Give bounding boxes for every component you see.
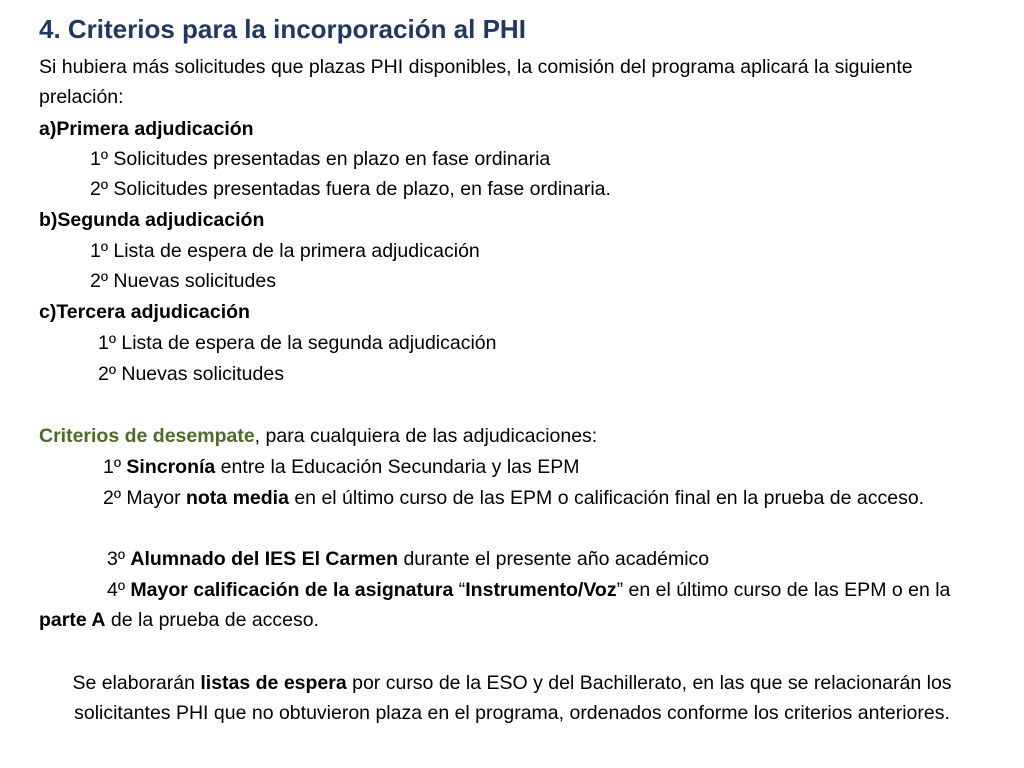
- criterion-4-bold-1: Mayor calificación de la asignatura: [130, 579, 454, 601]
- criterion-4-bold-3: parte A: [39, 609, 106, 631]
- section-c-item-1: 1º Lista de espera de la segunda adjudicación: [98, 332, 497, 354]
- criterion-3-prefix: 3º: [107, 548, 131, 570]
- criterion-3-bold: Alumnado del IES El Carmen: [130, 548, 399, 570]
- section-c-heading: c)Tercera adjudicación: [39, 301, 250, 323]
- criterion-4-text-mid: ” en el último curso de las EPM o en la: [616, 579, 951, 601]
- tiebreak-heading: Criterios de desempate: [39, 425, 255, 447]
- section-b-item-2: 2º Nuevas solicitudes: [90, 270, 276, 292]
- page-title: 4. Criterios para la incorporación al PHI: [39, 14, 526, 44]
- criterion-4-bold-2: Instrumento/Voz: [465, 579, 617, 601]
- criterion-4-prefix: 4º: [107, 579, 131, 601]
- section-a-item-2: 2º Solicitudes presentadas fuera de plazo, en fase ordinaria.: [90, 178, 611, 200]
- criterion-1-text: entre la Educación Secundaria y las EPM: [215, 456, 580, 478]
- footer-bold: listas de espera: [200, 672, 347, 694]
- tiebreak-criterion-2: [39, 483, 984, 513]
- criterion-4-quote-open: “: [453, 579, 466, 601]
- criterion-3-text: durante el presente año académico: [398, 548, 710, 570]
- section-b-item-1: 1º Lista de espera de la primera adjudicación: [90, 240, 480, 262]
- footer-prefix: Se elaborarán: [72, 672, 201, 694]
- criterion-2-prefix: 2º Mayor: [103, 487, 186, 509]
- criterion-4-text-end: de la prueba de acceso.: [105, 609, 320, 631]
- criterion-1-prefix: 1º: [103, 456, 127, 478]
- criterion-1-bold: Sincronía: [126, 456, 216, 478]
- waiting-list-paragraph: [30, 668, 994, 728]
- tiebreak-criterion-4: [39, 575, 984, 635]
- criterion-2-bold: nota media: [185, 487, 289, 509]
- footer-text: por curso de la ESO y del Bachillerato, en las que se relacionarán los solicitantes PHI que no obtuvieron plaza en el programa, ordenados conforme los criterios anteriores.: [74, 672, 952, 724]
- intro-paragraph: Si hubiera más solicitudes que plazas PHI disponibles, la comisión del programa aplicará la siguiente prelación:: [39, 56, 913, 108]
- section-a-item-1: 1º Solicitudes presentadas en plazo en fase ordinaria: [90, 148, 551, 170]
- tiebreak-criterion-3: [107, 544, 709, 574]
- section-b-heading: b)Segunda adjudicación: [39, 209, 265, 231]
- tiebreak-criterion-1: [103, 452, 579, 482]
- section-a-heading: a)Primera adjudicación: [39, 118, 254, 140]
- tiebreak-heading-line: [39, 421, 597, 451]
- section-c-item-2: 2º Nuevas solicitudes: [98, 363, 284, 385]
- criterion-2-text: en el último curso de las EPM o calificación final en la prueba de acceso.: [288, 487, 925, 509]
- tiebreak-heading-suffix: , para cualquiera de las adjudicaciones:: [254, 425, 598, 447]
